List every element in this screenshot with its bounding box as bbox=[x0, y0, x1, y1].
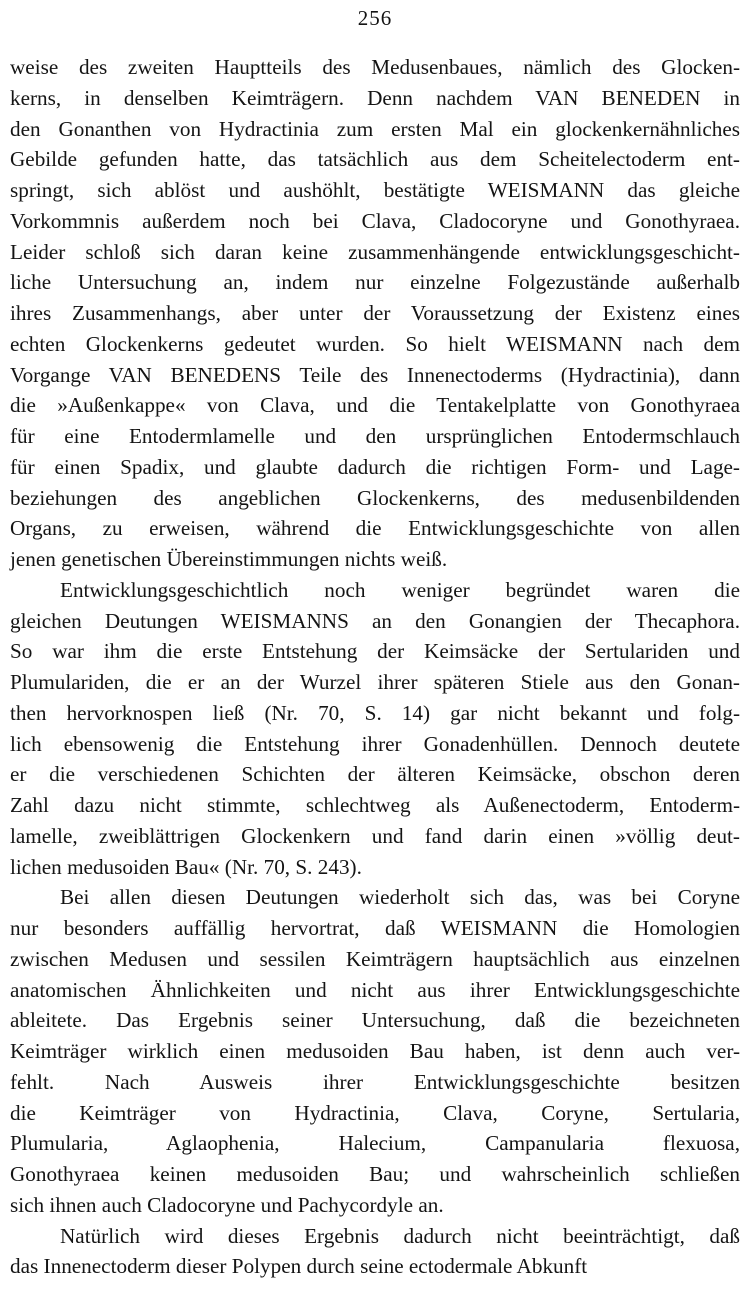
paragraph-4 bbox=[10, 1221, 740, 1283]
text-line: springt, sich ablöst und aushöhlt, bestätigte WEISMANN das gleiche bbox=[10, 178, 740, 202]
text-line: das Innenectoderm dieser Polypen durch seine ectodermale Abkunft bbox=[10, 1254, 588, 1279]
text-line: die »Außenkappe« von Clava, und die Tentakelplatte von Gonothyraea bbox=[10, 393, 740, 418]
text-line: Vorgange VAN BENEDENS Teile des Innenectoderms (Hydractinia), dann bbox=[10, 362, 740, 387]
text-line: anatomischen Ähnlichkeiten und nicht aus ihrer Entwicklungsgeschichte bbox=[10, 977, 740, 1002]
paragraph-2 bbox=[10, 575, 740, 883]
text-line: Organs, zu erweisen, während die Entwicklungsgeschichte von allen bbox=[10, 516, 740, 541]
text-line: liche Untersuchung an, indem nur einzelne Folgezustände außerhalb bbox=[10, 270, 740, 295]
text-line: fehlt. Nach Ausweis ihrer Entwicklungsgeschichte besitzen bbox=[10, 1069, 740, 1094]
text-line: lamelle, zweiblättrigen Glockenkern und fand darin einen »völlig deut- bbox=[10, 823, 740, 848]
text-line: Plumularia, Aglaophenia, Halecium, Campanularia flexuosa, bbox=[10, 1131, 740, 1156]
page-number: 256 bbox=[357, 6, 393, 30]
page bbox=[10, 0, 740, 1282]
text-line: So war ihm die erste Entstehung der Keimsäcke der Sertulariden und bbox=[10, 639, 740, 664]
text-line: sich ihnen auch Cladocoryne und Pachycordyle an. bbox=[10, 1192, 444, 1217]
text-line: für eine Entodermlamelle und den ursprünglichen Entodermschlauch bbox=[10, 424, 740, 448]
paragraph-3 bbox=[10, 882, 740, 1220]
text-line: jenen genetischen Übereinstimmungen nichts weiß. bbox=[10, 547, 448, 571]
text-line: ihres Zusammenhangs, aber unter der Voraussetzung der Existenz eines bbox=[10, 301, 740, 325]
text-line: er die verschiedenen Schichten der älteren Keimsäcke, obschon deren bbox=[10, 762, 740, 787]
text-line: echten Glockenkerns gedeutet wurden. So hielt WEISMANN nach dem bbox=[10, 331, 740, 356]
text-line: nur besonders auffällig hervortrat, daß WEISMANN die Homologien bbox=[10, 916, 740, 940]
text-line: Vorkommnis außerdem noch bei Clava, Cladocoryne und Gonothyraea. bbox=[10, 208, 740, 233]
text-line: Bei allen diesen Deutungen wiederholt sich das, was bei Coryne bbox=[60, 885, 740, 910]
text-line: Zahl dazu nicht stimmte, schlechtweg als Außenectoderm, Entoderm- bbox=[10, 793, 740, 817]
text-line: kerns, in denselben Keimträgern. Denn nachdem VAN BENEDEN in bbox=[10, 85, 740, 110]
text-line: für einen Spadix, und glaubte dadurch die richtigen Form- und Lage- bbox=[10, 454, 740, 479]
text-line: Gebilde gefunden hatte, das tatsächlich aus dem Scheitelectoderm ent- bbox=[10, 147, 740, 172]
text-line: Gonothyraea keinen medusoiden Bau; und wahrscheinlich schließen bbox=[10, 1162, 740, 1186]
text-line: Natürlich wird dieses Ergebnis dadurch nicht beeinträchtigt, daß bbox=[60, 1223, 740, 1248]
text-line: weise des zweiten Hauptteils des Medusenbaues, nämlich des Glocken- bbox=[10, 55, 740, 79]
text-line: Leider schloß sich daran keine zusammenhängende entwicklungsgeschicht- bbox=[10, 239, 740, 264]
text-line: lichen medusoiden Bau« (Nr. 70, S. 243). bbox=[10, 854, 362, 879]
text-line: den Gonanthen von Hydractinia zum ersten Mal ein glockenkernähnliches bbox=[10, 116, 740, 141]
text-line: Entwicklungsgeschichtlich noch weniger begründet waren die bbox=[60, 577, 740, 602]
text-line: ableitete. Das Ergebnis seiner Untersuchung, daß die bezeichneten bbox=[10, 1008, 740, 1033]
text-line: then hervorknospen ließ (Nr. 70, S. 14) gar nicht bekannt und folg- bbox=[10, 700, 740, 725]
text-line: beziehungen des angeblichen Glockenkerns, des medusenbildenden bbox=[10, 485, 740, 510]
text-line: zwischen Medusen und sessilen Keimträgern hauptsächlich aus einzelnen bbox=[10, 946, 740, 971]
text-line: Plumulariden, die er an der Wurzel ihrer späteren Stiele aus den Gonan- bbox=[10, 670, 740, 694]
paragraph-1 bbox=[10, 52, 740, 575]
text-line: lich ebensowenig die Entstehung ihrer Gonadenhüllen. Dennoch deutete bbox=[10, 731, 740, 756]
text-line: die Keimträger von Hydractinia, Clava, Coryne, Sertularia, bbox=[10, 1100, 740, 1125]
text-line: gleichen Deutungen WEISMANNS an den Gonangien der Thecaphora. bbox=[10, 608, 740, 633]
text-line: Keimträger wirklich einen medusoiden Bau haben, ist denn auch ver- bbox=[10, 1039, 740, 1063]
